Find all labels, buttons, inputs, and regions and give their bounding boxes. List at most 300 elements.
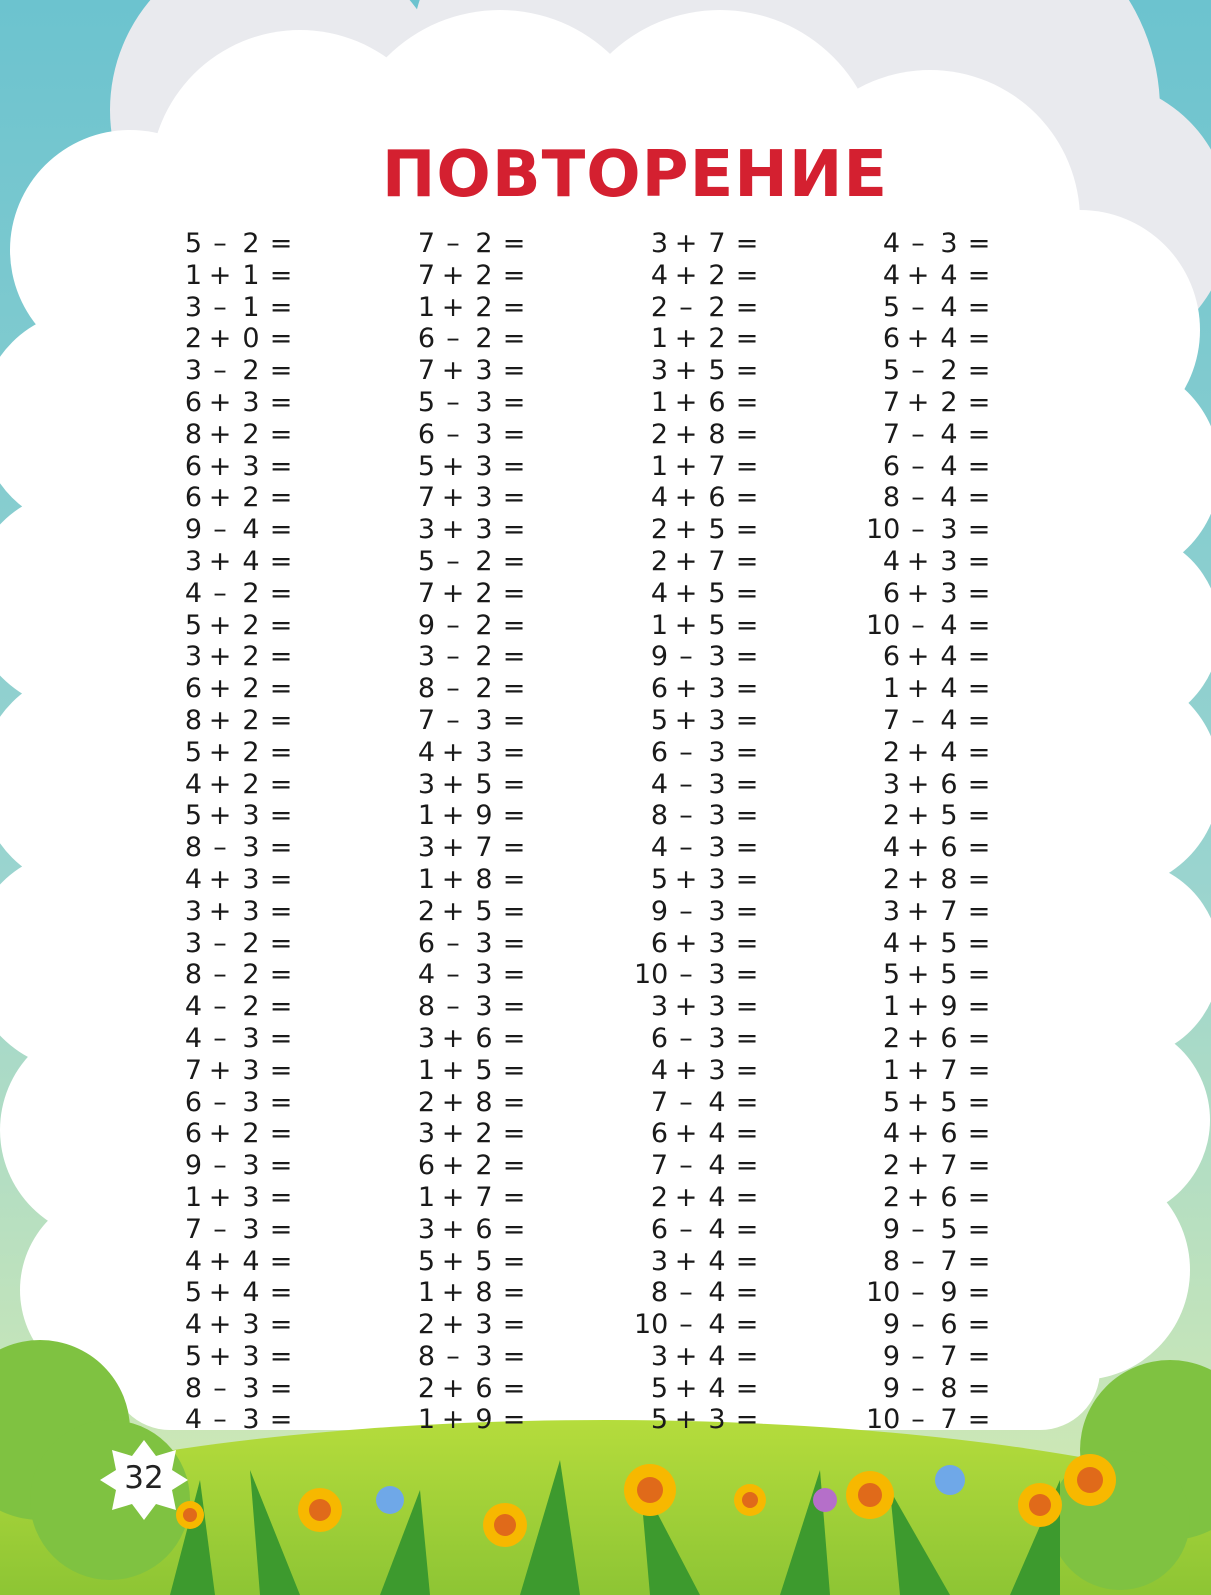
operator: +: [441, 259, 465, 291]
operand-a: 5: [184, 800, 202, 832]
operator: –: [911, 514, 925, 546]
equals-sign: =: [735, 641, 759, 673]
operand-a: 3: [417, 832, 435, 864]
operand-a: 8: [417, 1340, 435, 1372]
operand-b: 4: [708, 1181, 726, 1213]
operator: +: [208, 863, 232, 895]
operand-a: 9: [650, 895, 668, 927]
operand-b: 2: [475, 228, 493, 259]
operator: +: [906, 927, 930, 959]
equals-sign: =: [967, 1086, 991, 1118]
exercise-row: [168, 228, 368, 260]
operator: +: [906, 641, 930, 673]
operand-b: 4: [708, 1150, 726, 1182]
equals-sign: =: [735, 450, 759, 482]
operator: +: [208, 609, 232, 641]
operator: +: [208, 386, 232, 418]
exercise-row: [634, 864, 834, 896]
exercise-row: [866, 673, 1066, 705]
operand-b: 3: [242, 1309, 260, 1341]
operator: –: [911, 228, 925, 259]
exercise-row: [401, 959, 601, 991]
operand-b: 2: [242, 609, 260, 641]
operator: +: [906, 959, 930, 991]
equals-sign: =: [269, 768, 293, 800]
operand-a: 5: [184, 1340, 202, 1372]
operator: –: [446, 927, 460, 959]
exercise-row: [168, 800, 368, 832]
operand-a: 2: [417, 1372, 435, 1404]
operator: +: [208, 800, 232, 832]
operand-b: 3: [708, 673, 726, 705]
exercise-row: [866, 1373, 1066, 1405]
exercise-row: [866, 387, 1066, 419]
equals-sign: =: [967, 323, 991, 355]
exercise-row: [866, 1214, 1066, 1246]
operator: +: [906, 673, 930, 705]
exercise-row: [168, 737, 368, 769]
operator: +: [674, 1340, 698, 1372]
exercise-row: [634, 260, 834, 292]
equals-sign: =: [735, 1372, 759, 1404]
operator: +: [674, 259, 698, 291]
operator: +: [674, 418, 698, 450]
operand-b: 4: [940, 418, 958, 450]
operand-b: 8: [708, 418, 726, 450]
equals-sign: =: [502, 895, 526, 927]
operand-a: 4: [882, 927, 900, 959]
operand-a: 1: [650, 386, 668, 418]
exercise-row: [168, 1087, 368, 1119]
exercise-row: [866, 1150, 1066, 1182]
equals-sign: =: [735, 704, 759, 736]
operator: +: [208, 450, 232, 482]
operator: +: [441, 1309, 465, 1341]
operator: –: [213, 927, 227, 959]
operator: –: [446, 418, 460, 450]
operand-a: 7: [417, 577, 435, 609]
equals-sign: =: [967, 641, 991, 673]
operator: –: [679, 832, 693, 864]
operator: –: [911, 1245, 925, 1277]
equals-sign: =: [502, 832, 526, 864]
operand-b: 4: [940, 259, 958, 291]
operator: +: [674, 1245, 698, 1277]
operand-a: 7: [650, 1086, 668, 1118]
operand-b: 2: [475, 259, 493, 291]
operand-a: 5: [417, 1245, 435, 1277]
exercise-row: [866, 1341, 1066, 1373]
operand-b: 3: [708, 768, 726, 800]
operator: +: [208, 259, 232, 291]
exercise-row: [634, 705, 834, 737]
operand-b: 4: [708, 1245, 726, 1277]
exercise-row: [168, 705, 368, 737]
operand-a: 1: [650, 450, 668, 482]
operand-a: 3: [650, 1245, 668, 1277]
operand-a: 6: [650, 1022, 668, 1054]
operand-b: 7: [940, 1245, 958, 1277]
operator: +: [674, 1372, 698, 1404]
equals-sign: =: [502, 355, 526, 387]
operand-b: 2: [242, 577, 260, 609]
operator: +: [441, 450, 465, 482]
equals-sign: =: [502, 800, 526, 832]
equals-sign: =: [967, 291, 991, 323]
operand-b: 5: [940, 959, 958, 991]
equals-sign: =: [967, 1181, 991, 1213]
operand-a: 1: [184, 1181, 202, 1213]
operand-b: 5: [940, 800, 958, 832]
operand-b: 3: [708, 1054, 726, 1086]
exercise-row: [401, 1150, 601, 1182]
equals-sign: =: [735, 832, 759, 864]
operator: –: [446, 323, 460, 355]
operand-b: 6: [708, 482, 726, 514]
operand-a: 7: [417, 355, 435, 387]
equals-sign: =: [967, 768, 991, 800]
operand-b: 3: [242, 1213, 260, 1245]
operand-a: 1: [650, 323, 668, 355]
exercise-row: [168, 1309, 368, 1341]
operand-a: 3: [417, 641, 435, 673]
operand-a: 7: [417, 259, 435, 291]
operand-a: 6: [650, 1118, 668, 1150]
operand-a: 8: [882, 1245, 900, 1277]
operand-b: 3: [940, 228, 958, 259]
equals-sign: =: [735, 736, 759, 768]
equals-sign: =: [967, 991, 991, 1023]
operator: –: [213, 577, 227, 609]
operand-a: 5: [882, 959, 900, 991]
operator: –: [213, 1022, 227, 1054]
exercise-row: [401, 355, 601, 387]
operand-a: 7: [650, 1150, 668, 1182]
operand-a: 3: [184, 291, 202, 323]
operand-a: 10: [634, 959, 669, 991]
equals-sign: =: [269, 1054, 293, 1086]
exercise-row: [168, 260, 368, 292]
operator: –: [679, 800, 693, 832]
operator: –: [679, 1213, 693, 1245]
operand-b: 6: [940, 1022, 958, 1054]
operand-b: 8: [940, 1372, 958, 1404]
equals-sign: =: [735, 895, 759, 927]
operand-b: 5: [940, 1086, 958, 1118]
operand-a: 6: [184, 673, 202, 705]
operand-b: 2: [242, 641, 260, 673]
operator: –: [213, 1150, 227, 1182]
exercise-row: [866, 1404, 1066, 1436]
operand-a: 7: [417, 228, 435, 259]
operand-b: 5: [708, 514, 726, 546]
operand-a: 4: [184, 1022, 202, 1054]
exercise-row: [634, 292, 834, 324]
operator: –: [679, 895, 693, 927]
operand-a: 8: [184, 832, 202, 864]
operand-a: 8: [184, 1372, 202, 1404]
operand-b: 2: [242, 959, 260, 991]
equals-sign: =: [269, 1277, 293, 1309]
operand-a: 6: [184, 450, 202, 482]
operand-a: 8: [417, 673, 435, 705]
operand-a: 10: [634, 1309, 669, 1341]
equals-sign: =: [502, 577, 526, 609]
operand-b: 1: [242, 291, 260, 323]
exercise-row: [401, 1404, 601, 1436]
operand-b: 3: [475, 450, 493, 482]
operator: +: [441, 800, 465, 832]
operator: +: [906, 1086, 930, 1118]
operand-b: 3: [708, 736, 726, 768]
operand-b: 2: [242, 927, 260, 959]
operand-a: 4: [882, 228, 900, 259]
operand-a: 2: [650, 514, 668, 546]
equals-sign: =: [269, 577, 293, 609]
equals-sign: =: [735, 323, 759, 355]
exercise-row: [168, 546, 368, 578]
operator: +: [906, 863, 930, 895]
operator: +: [441, 768, 465, 800]
operand-a: 5: [882, 355, 900, 387]
equals-sign: =: [967, 895, 991, 927]
equals-sign: =: [967, 1277, 991, 1309]
equals-sign: =: [269, 1404, 293, 1436]
operator: +: [208, 1309, 232, 1341]
exercise-row: [401, 1118, 601, 1150]
operator: +: [208, 736, 232, 768]
equals-sign: =: [502, 228, 526, 259]
equals-sign: =: [502, 609, 526, 641]
operand-b: 3: [242, 863, 260, 895]
operand-b: 3: [475, 482, 493, 514]
equals-sign: =: [967, 418, 991, 450]
exercise-row: [168, 673, 368, 705]
operator: +: [208, 1054, 232, 1086]
operator: –: [911, 1309, 925, 1341]
operand-b: 2: [242, 1118, 260, 1150]
exercise-row: [634, 673, 834, 705]
operand-a: 3: [184, 355, 202, 387]
operand-a: 6: [650, 1213, 668, 1245]
operator: +: [208, 418, 232, 450]
operand-b: 8: [475, 863, 493, 895]
operand-a: 6: [882, 323, 900, 355]
equals-sign: =: [502, 1213, 526, 1245]
exercise-row: [168, 610, 368, 642]
equals-sign: =: [269, 800, 293, 832]
operator: +: [208, 323, 232, 355]
exercise-row: [634, 1150, 834, 1182]
operand-b: 4: [940, 673, 958, 705]
operand-a: 10: [866, 1404, 901, 1436]
equals-sign: =: [502, 291, 526, 323]
operator: +: [674, 450, 698, 482]
equals-sign: =: [735, 1213, 759, 1245]
exercise-row: [634, 228, 834, 260]
operand-a: 9: [184, 514, 202, 546]
exercise-row: [634, 451, 834, 483]
operator: +: [208, 673, 232, 705]
operand-a: 5: [882, 1086, 900, 1118]
exercise-row: [866, 705, 1066, 737]
equals-sign: =: [967, 1213, 991, 1245]
operator: –: [911, 355, 925, 387]
page-number-text: 32: [124, 1460, 164, 1496]
operator: +: [441, 1372, 465, 1404]
exercise-row: [401, 1341, 601, 1373]
equals-sign: =: [502, 1340, 526, 1372]
equals-sign: =: [269, 1213, 293, 1245]
exercise-row: [168, 451, 368, 483]
operand-a: 3: [184, 895, 202, 927]
equals-sign: =: [502, 1054, 526, 1086]
equals-sign: =: [502, 1022, 526, 1054]
operand-b: 4: [940, 482, 958, 514]
operator: +: [674, 545, 698, 577]
operand-b: 2: [475, 545, 493, 577]
exercise-row: [168, 1023, 368, 1055]
operand-a: 3: [650, 228, 668, 259]
exercise-row: [866, 737, 1066, 769]
equals-sign: =: [735, 1245, 759, 1277]
operand-a: 4: [417, 736, 435, 768]
operand-b: 5: [708, 609, 726, 641]
operand-b: 7: [708, 450, 726, 482]
exercise-row: [401, 1087, 601, 1119]
equals-sign: =: [967, 832, 991, 864]
operand-b: 3: [708, 863, 726, 895]
operand-b: 3: [940, 514, 958, 546]
operator: +: [441, 1277, 465, 1309]
operand-b: 6: [940, 1309, 958, 1341]
equals-sign: =: [967, 704, 991, 736]
exercise-row: [634, 928, 834, 960]
exercise-column-3: [634, 228, 834, 1436]
operator: +: [674, 991, 698, 1023]
operand-a: 4: [184, 1309, 202, 1341]
operand-a: 3: [882, 768, 900, 800]
equals-sign: =: [502, 673, 526, 705]
equals-sign: =: [735, 609, 759, 641]
exercise-row: [401, 769, 601, 801]
equals-sign: =: [502, 1181, 526, 1213]
operand-a: 3: [417, 1213, 435, 1245]
operand-a: 7: [882, 704, 900, 736]
operand-a: 8: [650, 800, 668, 832]
operand-a: 4: [184, 577, 202, 609]
equals-sign: =: [269, 386, 293, 418]
operand-b: 2: [708, 323, 726, 355]
operand-a: 5: [184, 228, 202, 259]
operand-b: 3: [242, 1150, 260, 1182]
operand-b: 3: [242, 832, 260, 864]
operator: +: [674, 1118, 698, 1150]
exercise-row: [866, 832, 1066, 864]
exercise-row: [168, 292, 368, 324]
operand-b: 4: [708, 1340, 726, 1372]
operand-b: 3: [708, 704, 726, 736]
operand-a: 1: [184, 259, 202, 291]
exercise-row: [634, 514, 834, 546]
equals-sign: =: [502, 482, 526, 514]
operator: +: [208, 482, 232, 514]
operand-b: 3: [242, 1054, 260, 1086]
operand-a: 7: [417, 482, 435, 514]
operator: –: [911, 1213, 925, 1245]
exercise-row: [634, 641, 834, 673]
operand-a: 3: [417, 514, 435, 546]
operator: +: [208, 545, 232, 577]
operand-b: 2: [708, 259, 726, 291]
equals-sign: =: [735, 228, 759, 259]
exercise-row: [866, 1277, 1066, 1309]
exercise-row: [168, 928, 368, 960]
exercise-row: [401, 1277, 601, 1309]
operand-a: 5: [417, 386, 435, 418]
exercise-row: [401, 610, 601, 642]
operator: +: [208, 1181, 232, 1213]
equals-sign: =: [269, 1340, 293, 1372]
operator: –: [446, 991, 460, 1023]
operator: –: [679, 1309, 693, 1341]
equals-sign: =: [502, 1404, 526, 1436]
exercise-row: [634, 737, 834, 769]
operand-a: 2: [882, 1150, 900, 1182]
exercise-row: [401, 323, 601, 355]
equals-sign: =: [502, 1277, 526, 1309]
exercise-row: [401, 864, 601, 896]
operator: –: [679, 1150, 693, 1182]
operand-b: 4: [940, 291, 958, 323]
operator: +: [674, 673, 698, 705]
equals-sign: =: [967, 259, 991, 291]
operand-a: 4: [650, 482, 668, 514]
operand-b: 7: [940, 895, 958, 927]
operand-b: 8: [475, 1277, 493, 1309]
operand-a: 3: [650, 991, 668, 1023]
operand-a: 4: [650, 768, 668, 800]
operand-b: 3: [475, 418, 493, 450]
operand-a: 1: [417, 800, 435, 832]
operator: +: [441, 1245, 465, 1277]
exercise-row: [634, 1341, 834, 1373]
operator: +: [906, 323, 930, 355]
exercise-row: [866, 769, 1066, 801]
operand-b: 5: [475, 1054, 493, 1086]
operator: +: [674, 609, 698, 641]
equals-sign: =: [269, 863, 293, 895]
operand-b: 3: [708, 800, 726, 832]
equals-sign: =: [735, 959, 759, 991]
operand-b: 4: [940, 450, 958, 482]
operand-a: 5: [184, 609, 202, 641]
operand-b: 3: [475, 959, 493, 991]
operator: +: [674, 386, 698, 418]
operand-a: 2: [882, 736, 900, 768]
operator: –: [679, 736, 693, 768]
operator: –: [446, 1340, 460, 1372]
operator: –: [911, 609, 925, 641]
equals-sign: =: [269, 1245, 293, 1277]
equals-sign: =: [967, 736, 991, 768]
operator: +: [441, 1022, 465, 1054]
operand-a: 3: [417, 768, 435, 800]
exercise-row: [168, 864, 368, 896]
operand-a: 2: [650, 291, 668, 323]
operator: +: [441, 577, 465, 609]
operator: +: [906, 259, 930, 291]
